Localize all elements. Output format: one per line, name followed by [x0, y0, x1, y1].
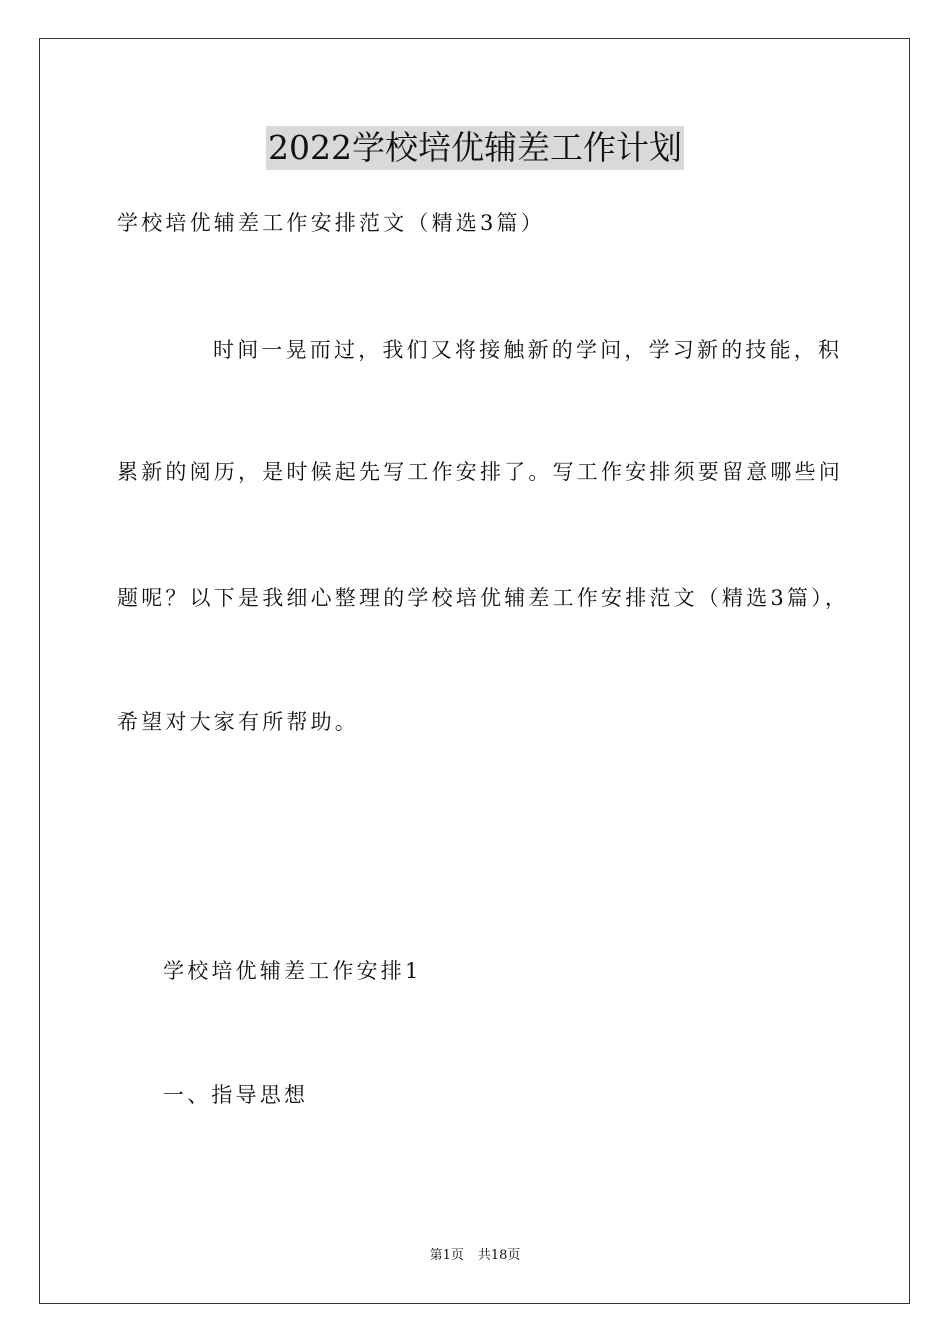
page-footer [0, 1246, 950, 1266]
document-subtitle: 学校培优辅差工作安排范文（精选3篇） [117, 211, 545, 235]
page-number-total: 共18页 [477, 1248, 521, 1263]
document-title: 2022学校培优辅差工作计划 [266, 126, 684, 170]
subsection-heading: 一、指导思想 [163, 1083, 309, 1107]
paragraph-line-2: 累新的阅历，是时候起先写工作安排了。写工作安排须要留意哪些问 [117, 460, 843, 484]
paragraph-line-4: 希望对大家有所帮助。 [117, 710, 359, 734]
section-heading: 学校培优辅差工作安排1 [163, 959, 422, 983]
paragraph-line-3: 题呢？以下是我细心整理的学校培优辅差工作安排范文（精选3篇）， [117, 586, 850, 610]
paragraph-line-1: 时间一晃而过，我们又将接触新的学问，学习新的技能，积 [213, 338, 843, 362]
title-container [0, 126, 950, 170]
page-number-current: 第1页 [429, 1248, 464, 1263]
